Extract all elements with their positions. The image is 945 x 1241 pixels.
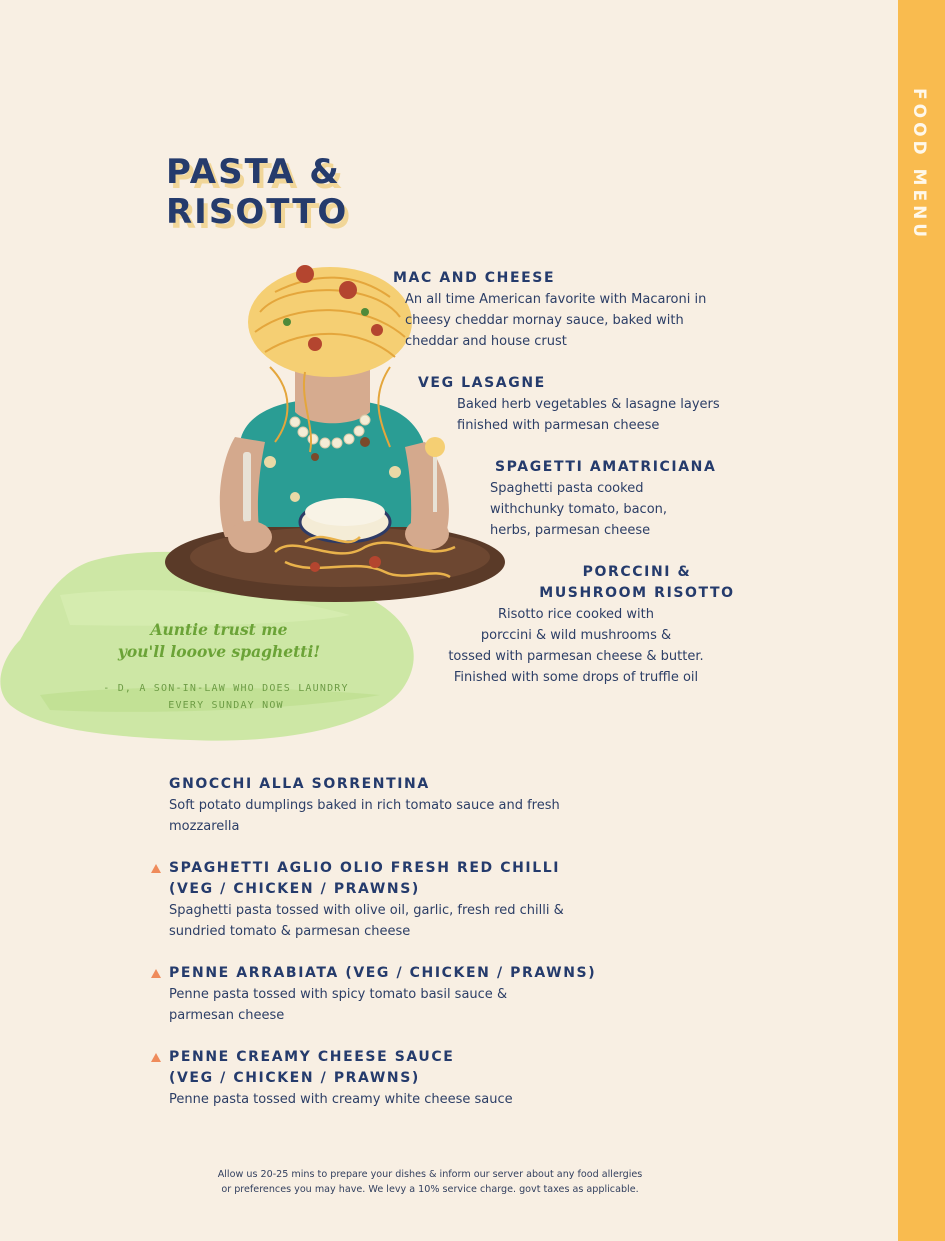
menu-item-title: PENNE CREAMY CHEESE SAUCE (VEG / CHICKEN / PRAWNS) <box>169 1049 455 1086</box>
menu-item-description: An all time American favorite with Macaroni in cheesy cheddar mornay sauce, baked with cheddar and house crust <box>405 292 707 349</box>
menu-item-description: Spaghetti pasta cooked withchunky tomato, bacon, herbs, parmesan cheese <box>490 481 668 538</box>
footer-note: Allow us 20-25 mins to prepare your dishes & inform our server about any food allergies or preferences you may have. We levy a 10% service charge. govt taxes as applicable. <box>217 1169 643 1195</box>
spicy-marker-icon <box>151 864 161 873</box>
menu-item-title: GNOCCHI ALLA SORRENTINA <box>169 776 430 792</box>
menu-item-description: Penne pasta tossed with spicy tomato basil sauce & parmesan cheese <box>169 987 508 1023</box>
menu-item-title: PENNE ARRABIATA (VEG / CHICKEN / PRAWNS) <box>169 965 597 981</box>
sidebar-label: FOOD MENU <box>909 88 929 242</box>
spicy-marker-icon <box>151 1053 161 1062</box>
quote-text: Auntie trust me you'll looove spaghetti! <box>117 620 321 661</box>
menu-item-description: Baked herb vegetables & lasagne layers finished with parmesan cheese <box>457 397 720 433</box>
menu-item-title: SPAGETTI AMATRICIANA <box>495 459 717 475</box>
menu-item-title: MAC AND CHEESE <box>393 270 556 286</box>
menu-item-title: VEG LASAGNE <box>418 375 546 391</box>
quote-attribution: - D, A SON-IN-LAW WHO DOES LAUNDRY EVERY SUNDAY NOW <box>103 683 349 711</box>
menu-item-description: Risotto rice cooked with porccini & wild mushrooms & tossed with parmesan cheese & butter. Finished with some drops of truffle oil <box>448 607 704 685</box>
menu-item-description: Soft potato dumplings baked in rich tomato sauce and fresh mozzarella <box>169 798 560 834</box>
menu-item-title: PORCCINI & MUSHROOM RISOTTO <box>539 564 735 601</box>
section-title: PASTA & RISOTTO <box>166 152 349 232</box>
menu-item-description: Spaghetti pasta tossed with olive oil, garlic, fresh red chilli & sundried tomato & parmesan cheese <box>169 903 564 939</box>
menu-item-description: Penne pasta tossed with creamy white cheese sauce <box>169 1092 513 1107</box>
menu-item-title: SPAGHETTI AGLIO OLIO FRESH RED CHILLI (VEG / CHICKEN / PRAWNS) <box>169 860 561 897</box>
sidebar <box>898 0 945 1241</box>
spicy-marker-icon <box>151 969 161 978</box>
